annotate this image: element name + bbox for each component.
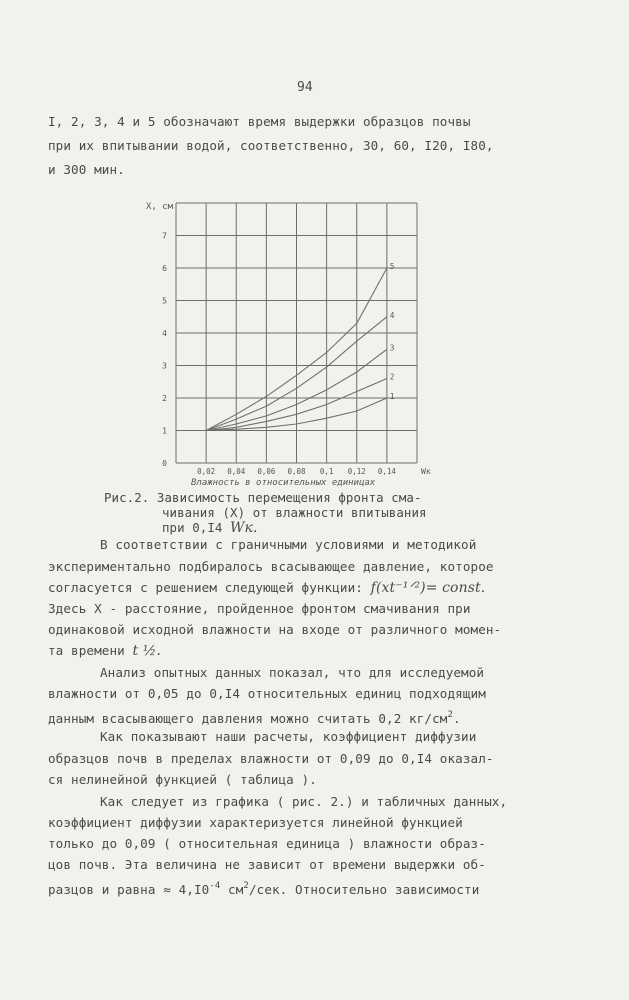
p4-line-2: коэффициент диффузии характеризуется линейной функцией bbox=[48, 815, 463, 830]
y-tick-label: 7 bbox=[162, 231, 167, 241]
p1-line-3: согласуется с решением следующей функции: bbox=[48, 580, 363, 595]
intro-line-1: I, 2, 3, 4 и 5 обозначают время выдержки образцов почвы bbox=[48, 114, 471, 129]
series-label-2: 2 bbox=[389, 372, 395, 382]
y-tick-label: 1 bbox=[162, 426, 167, 436]
caption-line-3: при 0,I4 bbox=[162, 520, 223, 535]
p3-line-1: Как показывают наши расчеты, коэффициент диффузии bbox=[100, 729, 477, 744]
p1-line-4: Здесь X - расстояние, пройденное фронтом смачивания при bbox=[48, 601, 471, 616]
y-tick-label: 5 bbox=[162, 296, 167, 306]
p4-line-5-exponent: -4 bbox=[209, 881, 221, 891]
p2-line-3-end: . bbox=[453, 711, 461, 726]
y-tick-label: 2 bbox=[162, 394, 167, 403]
intro-line-2: при их впитывании водой, соответственно, 30, 60, I20, I80, bbox=[48, 138, 494, 153]
caption-line-1: Рис.2. Зависимость перемещения фронта сма- bbox=[104, 490, 422, 505]
x-tick-label: 0,06 bbox=[257, 467, 276, 476]
function-formula: f(xt⁻¹ᐟ²)= const. bbox=[370, 580, 486, 596]
y-tick-label: 3 bbox=[162, 361, 167, 371]
y-axis-label: X, см bbox=[146, 202, 174, 212]
p4-line-3: только до 0,09 ( относительная единица ) влажности образ- bbox=[48, 836, 486, 851]
x-tick-label: 0,1 bbox=[319, 467, 334, 476]
x-tick-label: 0,08 bbox=[287, 467, 306, 476]
p3-line-2: образцов почв в пределах влажности от 0,09 до 0,I4 оказал- bbox=[48, 751, 494, 766]
series-label-1: 1 bbox=[389, 392, 395, 401]
figure-chart bbox=[0, 190, 629, 490]
x-tick-label: 0,02 bbox=[197, 467, 216, 476]
p3-line-3: ся нелинейной функцией ( таблица ). bbox=[48, 772, 317, 787]
p4-line-1: Как следует из графика ( рис. 2.) и табличных данных, bbox=[100, 794, 508, 809]
p1-line-6: та времени bbox=[48, 643, 125, 658]
y-tick-label: 0 bbox=[162, 459, 167, 468]
p1-line-2: экспериментально подбиралось всасывающее давление, которое bbox=[48, 559, 494, 574]
caption-handwritten-unit: Wк. bbox=[230, 520, 258, 536]
intro-line-3: и 300 мин. bbox=[48, 162, 125, 177]
p4-line-5c: /сек. Относительно зависимости bbox=[248, 882, 480, 897]
p2-line-2: влажности от 0,05 до 0,I4 относительных единиц подходящим bbox=[48, 686, 486, 701]
p2-line-1: Анализ опытных данных показал, что для исследуемой bbox=[100, 665, 485, 680]
p4-line-5b: см bbox=[220, 882, 244, 897]
series-label-5: 5 bbox=[389, 262, 395, 271]
p4-line-4: цов почв. Эта величина не зависит от времени выдержки об- bbox=[48, 857, 486, 872]
chart-series-group bbox=[206, 262, 395, 431]
p1-line-5: одинаковой исходной влажности на входе от различного момен- bbox=[48, 622, 502, 637]
page-number: 94 bbox=[297, 80, 313, 95]
p1-line-1: В соответствии с граничными условиями и методикой bbox=[100, 537, 477, 552]
x-axis-label: Влажность в относительных единицах bbox=[191, 478, 376, 488]
x-tick-label: 0,14 bbox=[377, 467, 396, 476]
chart-labels bbox=[146, 202, 431, 488]
p2-line-3-superscript: 2 bbox=[447, 710, 453, 720]
x-tick-label: 0,04 bbox=[227, 467, 246, 476]
y-tick-label: 6 bbox=[162, 264, 167, 273]
p4-line-5a: разцов и равна ≈ 4,I0 bbox=[48, 882, 210, 897]
x-unit-label: Wк bbox=[421, 467, 431, 476]
caption-line-2: чивания (X) от влажности впитывания bbox=[162, 505, 427, 520]
series-label-3: 3 bbox=[389, 343, 395, 353]
p2-line-3: данным всасывающего давления можно считать 0,2 кг/см bbox=[48, 711, 448, 726]
y-tick-label: 4 bbox=[162, 329, 167, 338]
p4-line-5-square: 2 bbox=[243, 881, 249, 891]
series-label-4: 4 bbox=[389, 310, 395, 320]
x-tick-label: 0,12 bbox=[347, 467, 366, 476]
time-formula: t ½. bbox=[132, 643, 162, 659]
